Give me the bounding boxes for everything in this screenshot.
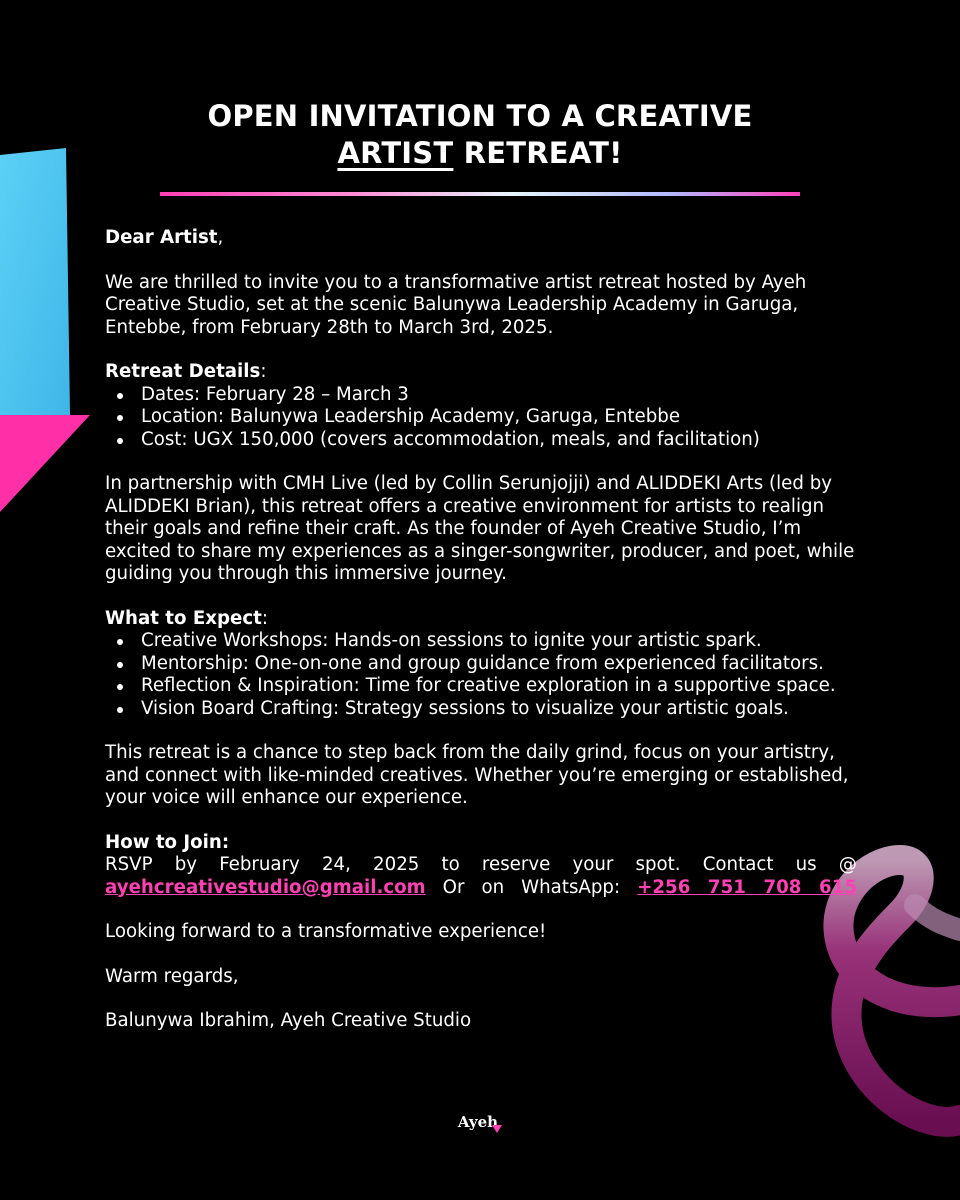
join-heading: How to Join:: [105, 831, 230, 853]
ayeh-logo: [0, 1113, 960, 1133]
title-line-1: OPEN INVITATION TO A CREATIVE: [207, 99, 753, 133]
pink-shape: [0, 415, 90, 512]
regards: Warm regards,: [105, 965, 239, 987]
list-item: Creative Workshops: Hands-on sessions to ignite your artistic spark.: [105, 630, 857, 653]
closing-paragraph: This retreat is a chance to step back from the daily grind, focus on your artistry, and connect with like-minded creatives. Whether you’re emerging or established, your voice will enhance our experience.: [105, 742, 849, 808]
list-item: Vision Board Crafting: Strategy sessions to visualize your artistic goals.: [105, 698, 857, 721]
letter-body: [105, 227, 857, 1033]
signature: Balunywa Ibrahim, Ayeh Creative Studio: [105, 1010, 472, 1031]
list-item: Dates: February 28 – March 3: [105, 384, 857, 407]
details-heading-text: Retreat Details: [105, 361, 261, 382]
page-title: [0, 98, 960, 172]
title-line-2: [0, 135, 960, 172]
logo-mark-icon: [492, 1125, 502, 1133]
whatsapp-label: Or on WhatsApp:: [442, 876, 621, 898]
details-heading: [105, 361, 857, 384]
list-item: Reflection & Inspiration: Time for creative exploration in a supportive space.: [105, 675, 857, 698]
expect-heading: [105, 608, 857, 631]
title-underlined-word: ARTIST: [337, 136, 454, 170]
intro-paragraph: We are thrilled to invite you to a transformative artist retreat hosted by Ayeh Creative Studio, set at the scenic Balunywa Leadership Academy in Garuga, Entebbe, from February 28th to March 3rd, 2025.: [105, 271, 807, 338]
title-line-2-rest: RETREAT!: [453, 136, 623, 170]
title-divider: [160, 192, 800, 196]
looking-forward: Looking forward to a transformative experience!: [105, 921, 547, 942]
greeting-bold: Dear Artist: [105, 227, 218, 248]
email-link[interactable]: ayehcreativestudio@gmail.com: [105, 876, 426, 898]
expect-heading-text: What to Expect: [105, 607, 262, 629]
list-item: Mentorship: One-on-one and group guidance from experienced facilitators.: [105, 653, 857, 676]
expect-heading-colon: :: [261, 607, 268, 629]
partnership-paragraph: In partnership with CMH Live (led by Collin Serunjojji) and ALIDDEKI Arts (led by ALIDDEKI Brian), this retreat offers a creative environment for artists to realign their goals and refine their craft. As the founder of Ayeh Creative Studio, I’m excited to share my experiences as a singer-songwriter, producer, and poet, while guiding you through this immersive journey.: [105, 473, 855, 584]
phone-link[interactable]: +256 751 708 615: [637, 876, 857, 898]
blue-shape: [0, 148, 70, 415]
rsvp-text: RSVP by February 24, 2025 to reserve your spot. Contact us @: [105, 854, 857, 875]
logo-text: Ayeh: [457, 1113, 499, 1131]
list-item: Cost: UGX 150,000 (covers accommodation, meals, and facilitation): [105, 429, 857, 452]
list-item: Location: Balunywa Leadership Academy, Garuga, Entebbe: [105, 406, 857, 429]
greeting-rest: ,: [217, 227, 224, 248]
details-list: [105, 384, 857, 452]
contact-line: [105, 877, 857, 900]
details-heading-colon: :: [260, 361, 267, 382]
expect-list: [105, 630, 857, 720]
greeting: [105, 227, 857, 250]
